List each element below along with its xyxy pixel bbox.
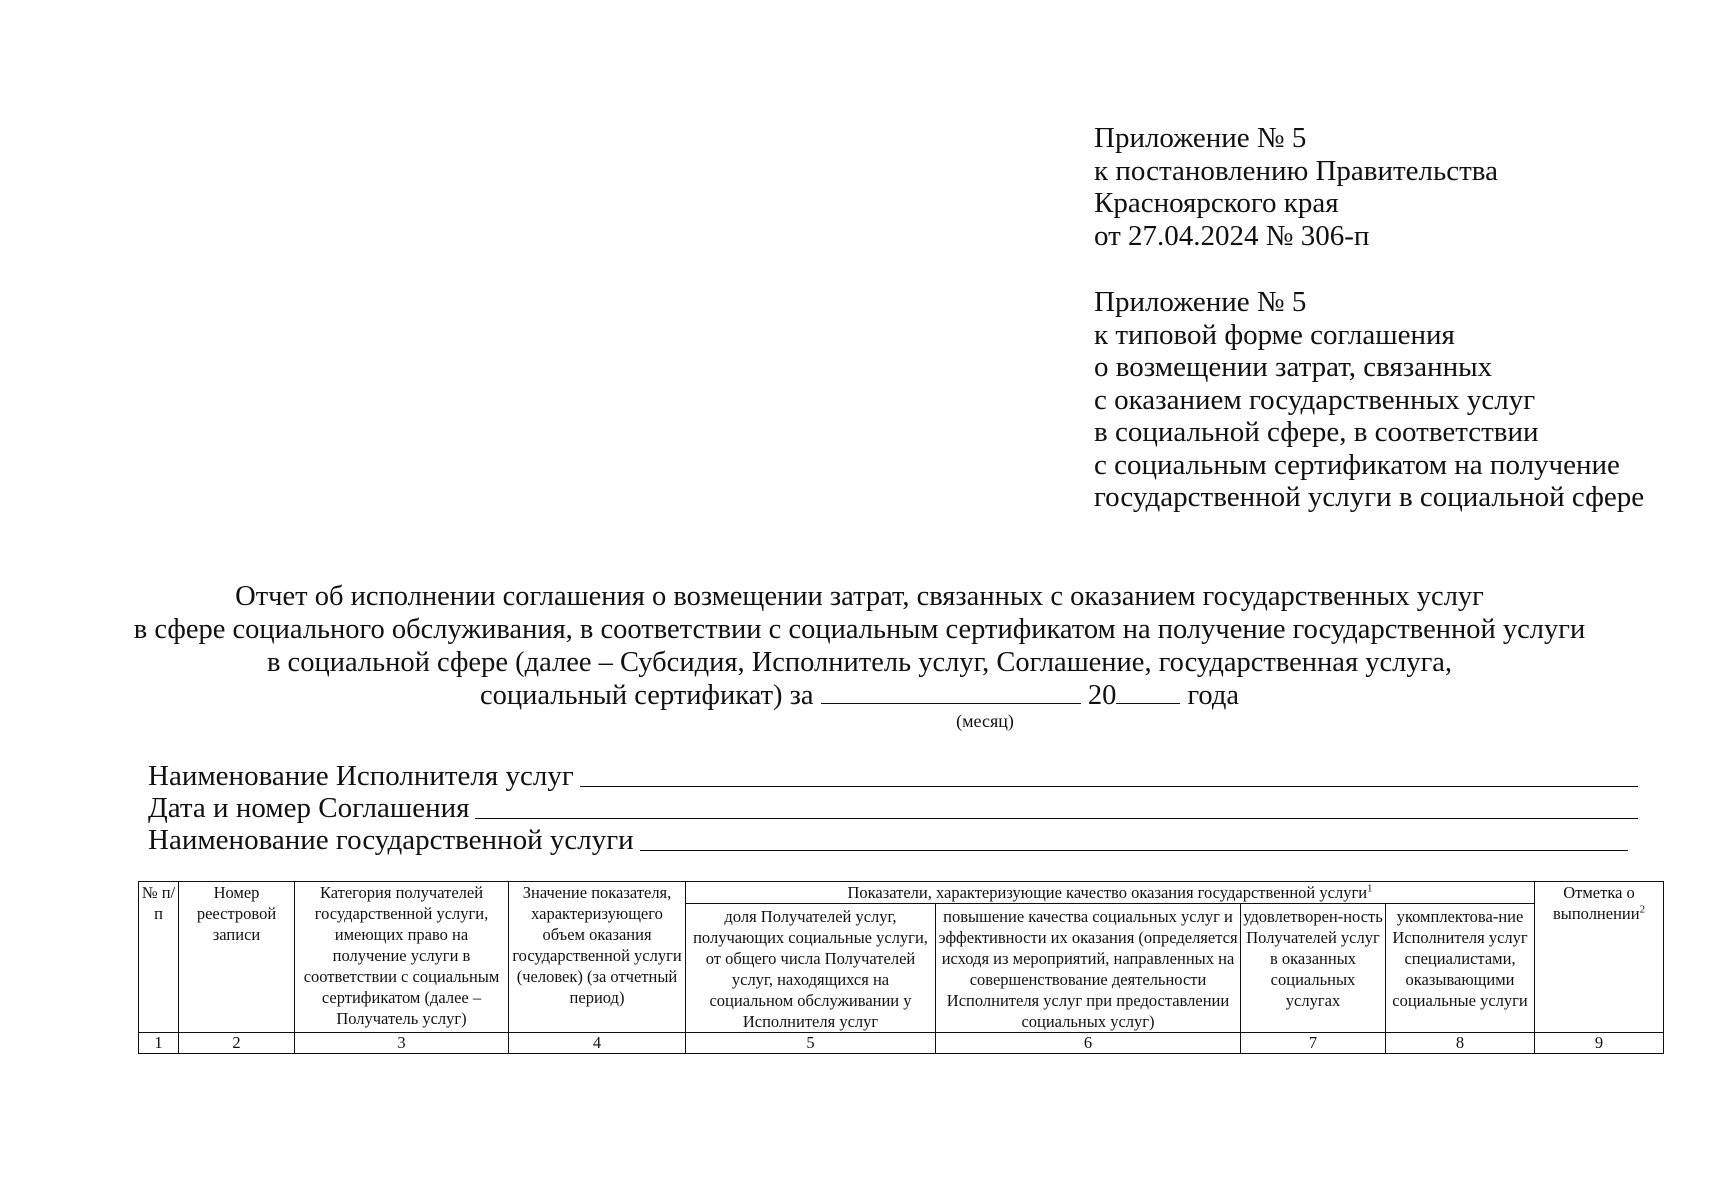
column-number: 9 [1535,1033,1664,1054]
report-title [0,580,1719,712]
column-number: 2 [179,1033,295,1054]
column-number: 7 [1241,1033,1386,1054]
header-quality-improvement: повышение качества социальных услуг и эффективности их оказания (определяется исходя из мероприятий, направленных на совершенствование деятельности Исполнителя услуг при предоставлении социальных услуг) [936,904,1241,1033]
service-field [148,824,1628,856]
appendix-resolution-line: от 27.04.2024 № 306-п [1094,219,1370,252]
appendix-form-line: о возмещении затрат, связанных [1094,351,1493,383]
appendix-form-line: Приложение № 5 [1094,286,1307,318]
contractor-field [148,760,1638,792]
header-quality-group [686,882,1535,904]
agreement-field [148,792,1638,824]
appendix-resolution-block [1094,122,1694,252]
appendix-resolution-line: Приложение № 5 [1094,122,1307,154]
column-number: 5 [686,1033,936,1054]
column-number: 3 [295,1033,509,1054]
report-period-prefix: социальный сертификат) за [480,680,814,711]
appendix-form-line: государственной услуги в социальной сфере [1094,481,1645,513]
header-registry-number: Номер реестровой записи [179,882,295,1033]
column-number: 1 [139,1033,179,1054]
footnote-2-mark: 2 [1639,903,1646,916]
report-title-line-1: Отчет об исполнении соглашения о возмещении затрат, связанных с оказанием государственных услуг [235,581,1484,612]
header-recipient-category: Категория получателей государственной услуги, имеющих право на получение услуги в соответствии с социальным сертификатом (далее – Получатель услуг) [295,882,509,1033]
contractor-blank-field[interactable] [580,786,1638,787]
report-period-year: 20 [1087,680,1117,711]
column-number: 8 [1386,1033,1535,1054]
contractor-label: Наименование Исполнителя услуг [148,760,574,792]
month-blank-field[interactable] [821,679,1081,704]
quality-group-label: Показатели, характеризующие качество оказания государственной услуги [847,883,1368,902]
appendix-form-line: к типовой форме соглашения [1094,318,1455,351]
header-number: № п/п [139,882,179,1033]
appendix-form-line: с оказанием государственных услуг [1094,383,1536,416]
service-blank-field[interactable] [640,850,1628,851]
report-period-suffix: года [1187,680,1239,711]
report-title-line-2: в сфере социального обслуживания, в соответствии с социальным сертификатом на получение государственной услуги [133,614,1586,645]
header-staffing: укомплектова-ние Исполнителя услуг специалистами, оказывающими социальные услуги [1386,904,1535,1033]
column-number: 4 [509,1033,686,1054]
header-completion-mark [1535,882,1664,1033]
report-title-line-3: в социальной сфере (далее – Субсидия, Исполнитель услуг, Соглашение, государственная услуга, [266,647,1453,678]
appendix-resolution-line: Красноярского края [1094,187,1339,219]
completion-mark-label: Отметка о выполнении [1552,883,1640,923]
year-blank-field[interactable] [1116,679,1180,704]
footnote-1-mark: 1 [1367,882,1373,895]
report-table [138,881,1664,1054]
column-number: 6 [936,1033,1241,1054]
header-volume-indicator: Значение показателя, характеризующего объем оказания государственной услуги (человек) (за отчетный период) [509,882,686,1033]
appendix-form-line: с социальным сертификатом на получение [1094,448,1620,481]
header-satisfaction: удовлетворен-ность Получателей услуг в оказанных социальных услугах [1241,904,1386,1033]
header-recipient-share: доля Получателей услуг, получающих социальные услуги, от общего числа Получателей услуг, находящихся на социальном обслуживании у Исполнителя услуг [686,904,936,1033]
agreement-blank-field[interactable] [475,818,1638,819]
service-label: Наименование государственной услуги [148,824,634,856]
column-number-row [139,1033,1664,1054]
appendix-form-block [1094,286,1694,514]
appendix-resolution-line: к постановлению Правительства [1094,154,1498,187]
agreement-label: Дата и номер Соглашения [148,792,470,824]
month-caption: (месяц) [956,711,1014,731]
appendix-form-line: в социальной сфере, в соответствии [1094,416,1539,448]
report-title-line-4 [0,679,1719,712]
